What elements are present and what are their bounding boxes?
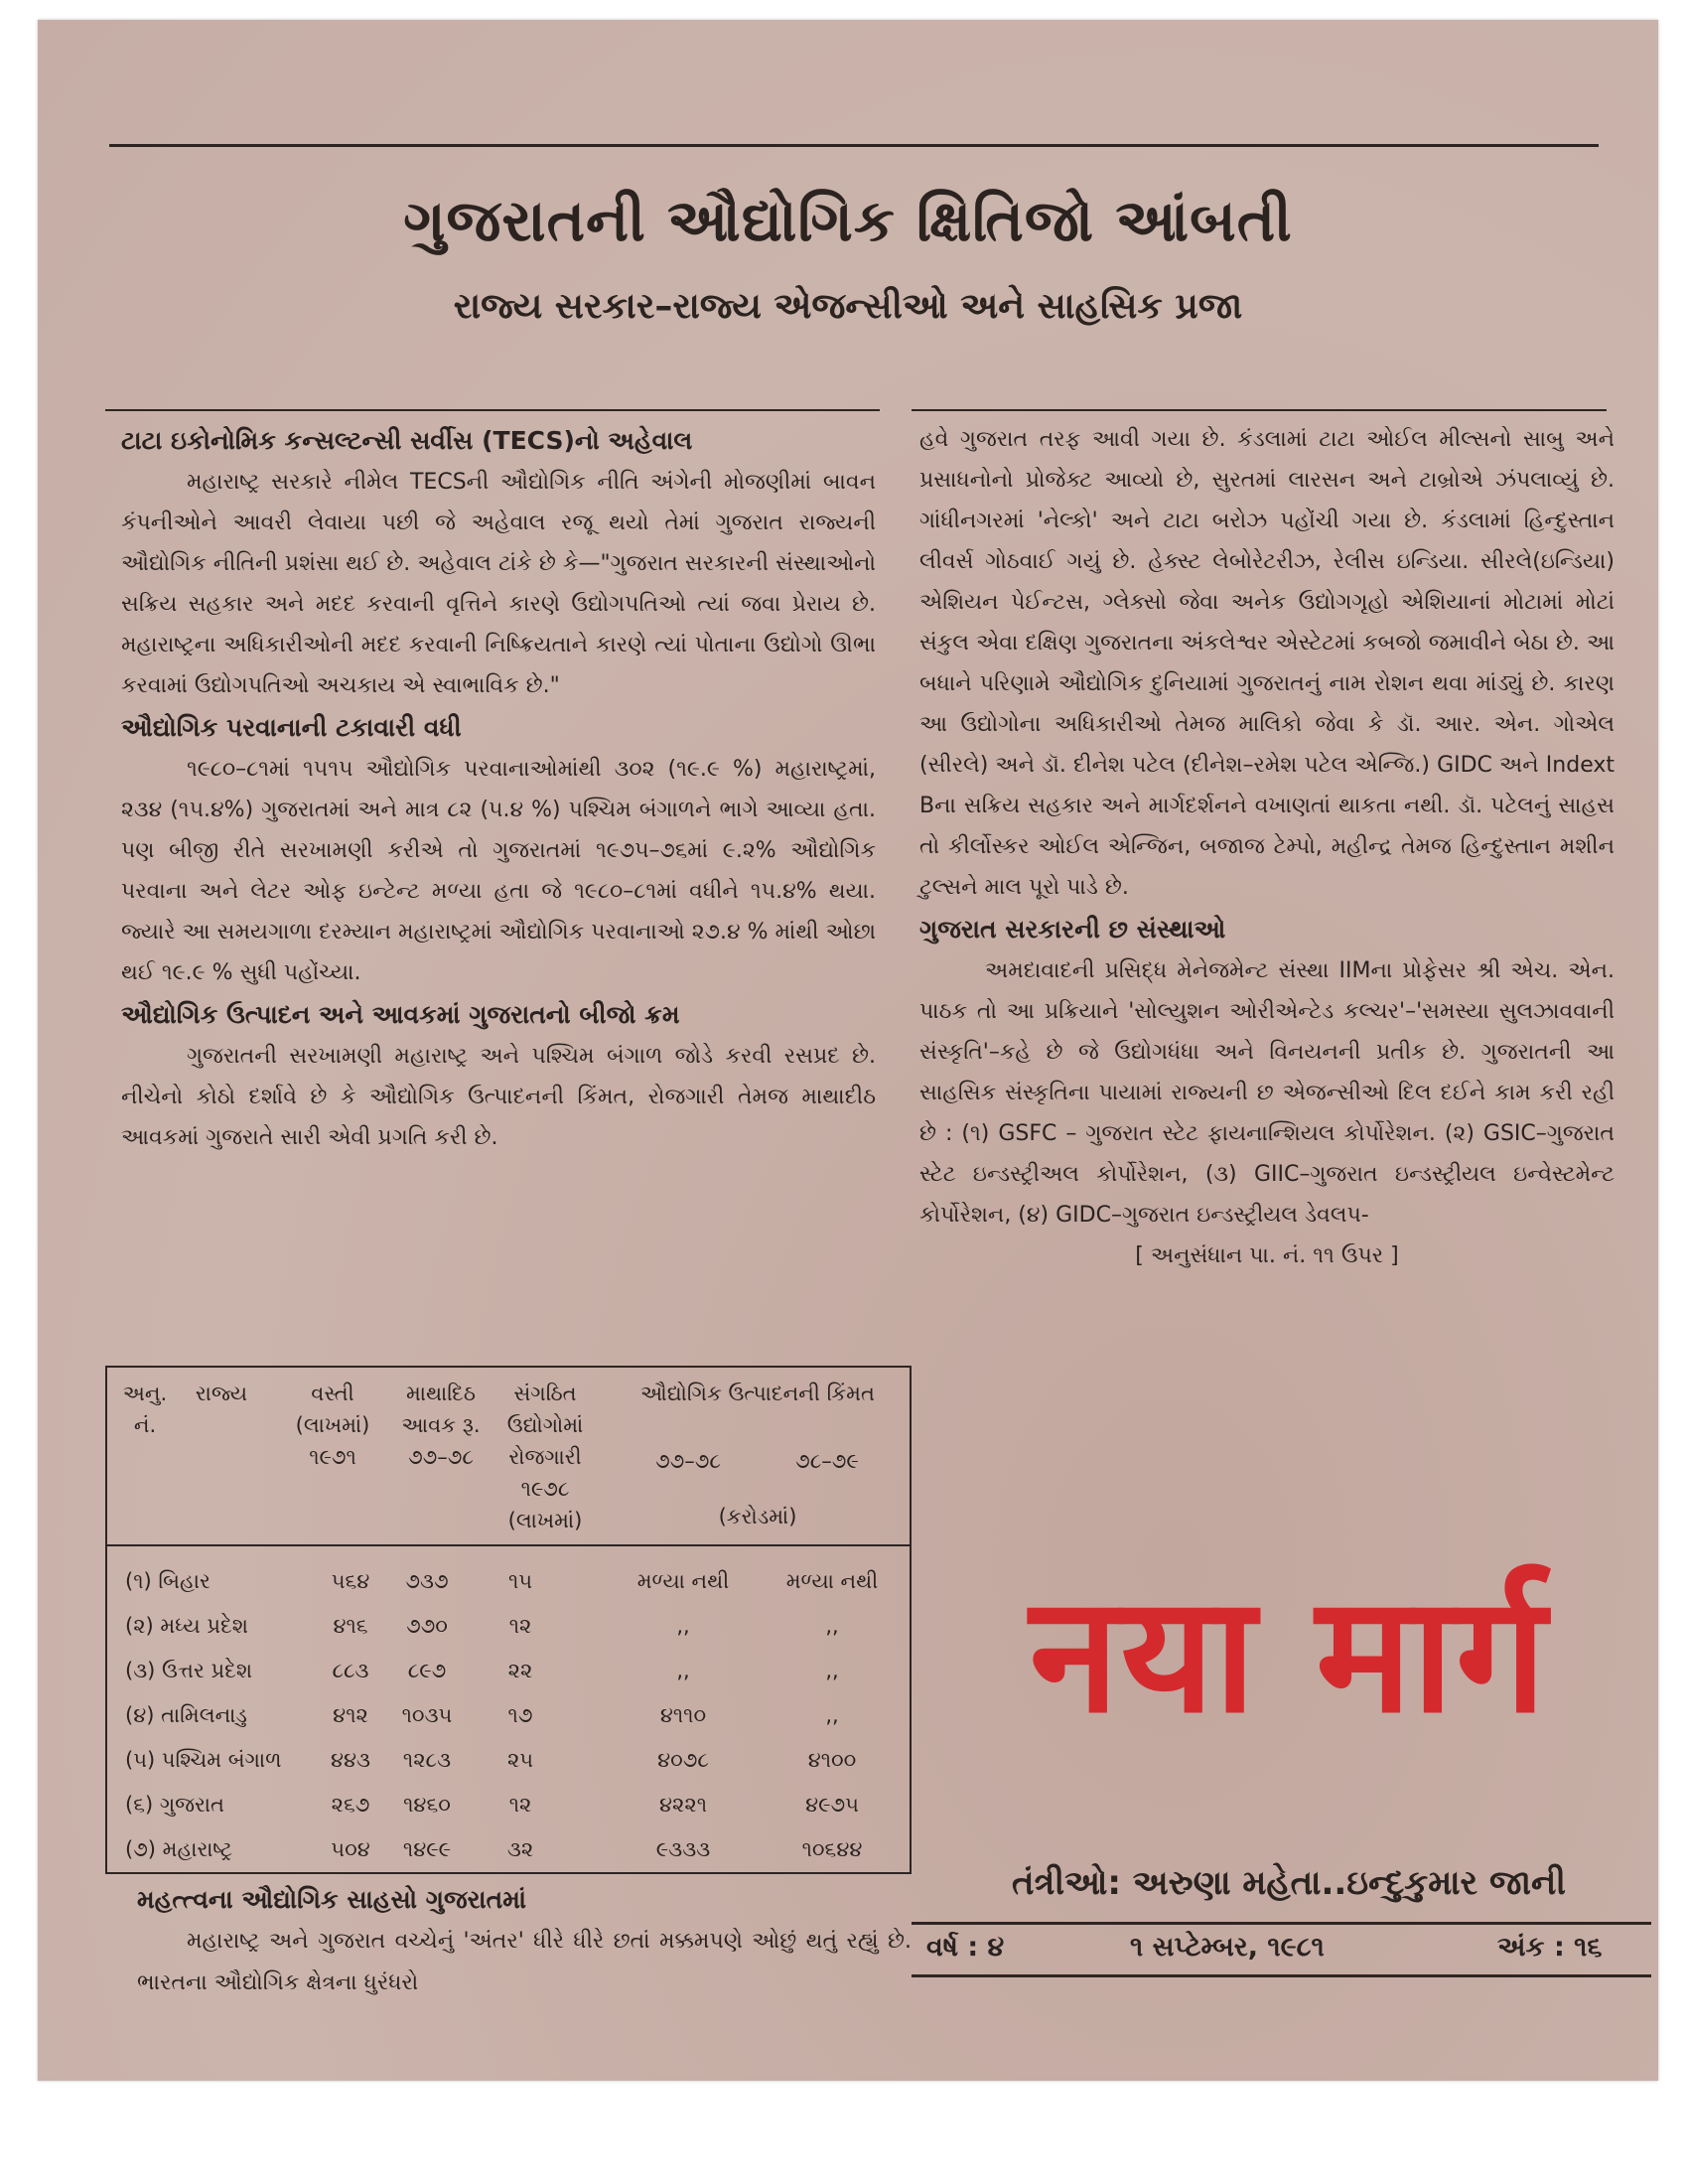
table-cell-income: ૧૨૮૩ — [402, 1748, 452, 1772]
table-cell-v2: ,, — [825, 1659, 839, 1682]
table-cell-state: (૬) ગુજરાત — [125, 1793, 224, 1817]
newspaper-page — [38, 20, 1658, 2081]
paragraph-licences: ૧૯૮૦–૮૧માં ૧૫૧૫ ઔદ્યોગિક પરવાનાઓમાંથી ૩૦૨ (૧૯.૯ %) મહારાષ્ટ્રમાં, ૨૩૪ (૧૫.૪%) ગુજરાતમાં અને માત્ર ૮૨ (૫.૪ %) પશ્ચિમ બંગાળને ભાગે આવ્યા હતા. પણ બીજી રીતે સરખામણી કરીએ તો ગુજરાતમાં ૧૯૭૫–૭૬માં ૯.૨% ઔદ્યોગિક પરવાના અને લેટર ઓફ ઇન્ટેન્ટ મળ્યા હતા જે ૧૯૮૦–૮૧માં વધીને ૧૫.૪% થયા. જ્યારે આ સમયગાળા દરમ્યાન મહારાષ્ટ્રમાં ઔદ્યોગિક પરવાનાઓ ૨૭.૪ % માંથી ઓછા થઈ ૧૯.૯ % સુધી પહોંચ્યા. — [121, 757, 876, 985]
table-cell-income: ૭૩૭ — [405, 1569, 449, 1593]
paragraph-tecs: મહારાષ્ટ્ર સરકારે નીમેલ TECSની ઔદ્યોગિક નીતિ અંગેની મોજણીમાં બાવન કંપનીઓને આવરી લેવાયા પછી જે અહેવાલ રજૂ થયો તેમાં ગુજરાત રાજ્યની ઔદ્યોગિક નીતિની પ્રશંસા થઈ છે. અહેવાલ ટાંકે છે કે—"ગુજરાત સરકારની સંસ્થાઓનો સક્રિય સહકાર અને મદદ કરવાની વૃત્તિને કારણે ઉદ્યોગપતિઓ ત્યાં જવા પ્રેરાય છે. મહારાષ્ટ્રના અધિકારીઓની મદદ કરવાની નિષ્ક્રિયતાને કારણે ત્યાં પોતાના ઉદ્યોગો ઊભા કરવામાં ઉદ્યોગપતિઓ અચકાય એ સ્વાભાવિક છે." — [121, 470, 876, 698]
table-cell-v2: ૪૯૭૫ — [805, 1793, 859, 1817]
section-heading-ventures: મહત્ત્વના ઔદ્યોગિક સાહસો ગુજરાતમાં — [137, 1885, 527, 1914]
table-row — [107, 1782, 910, 1827]
header-output-unit: (કરોડમાં) — [718, 1505, 797, 1529]
table-cell-v2: મળ્યા નથી — [785, 1569, 879, 1593]
table-cell-emp: ૨૫ — [506, 1748, 534, 1772]
left-column — [121, 419, 876, 1158]
header-state: રાજ્ય — [195, 1382, 248, 1405]
masthead-title: नया मार्ग — [1029, 1562, 1549, 1749]
table-cell-v1: ૪૦૭૮ — [657, 1748, 709, 1772]
table-cell-emp: ૨૨ — [507, 1659, 533, 1682]
table-cell-income: ૧૪૬૦ — [403, 1793, 451, 1817]
table-cell-state: (૪) તામિલનાડુ — [125, 1703, 247, 1727]
table-cell-income: ૭૭૦ — [406, 1614, 448, 1638]
left-column-rule — [105, 409, 880, 411]
bottom-left-text — [137, 1879, 912, 2004]
subheadline: રાજ્ય સરકાર–રાજ્ય એજન્સીઓ અને સાહસિક પ્રજા — [453, 286, 1243, 327]
table-header — [107, 1368, 910, 1546]
table-row — [107, 1692, 910, 1738]
table-cell-state: (૭) મહારાષ્ટ્ર — [125, 1837, 232, 1861]
table-cell-emp: ૧૫ — [507, 1569, 533, 1593]
section-heading-rank: ઔદ્યોગિક ઉત્પાદન અને આવકમાં ગુજરાતનો બીજો ક્રમ — [121, 1000, 680, 1029]
table-cell-state: (૨) મધ્ય પ્રદેશ — [125, 1614, 248, 1638]
header-serial: અનુ. નં. — [122, 1382, 168, 1437]
right-column — [919, 419, 1615, 1276]
table-cell-income: ૧૪૯૯ — [402, 1837, 452, 1861]
paragraph-agencies: અમદાવાદની પ્રસિદ્ધ મેનેજમેન્ટ સંસ્થા IIMના પ્રોફેસર શ્રી એચ. એન. પાઠક તો આ પ્રક્રિયાને 'સોલ્યુશન ઓરીએન્ટેડ કલ્ચર'–'સમસ્યા સુલઝાવવાની સંસ્કૃતિ'–કહે છે જે ઉદ્યોગધંધા અને વિનયનની પ્રતીક છે. ગુજરાતની આ સાહસિક સંસ્કૃતિના પાયામાં રાજ્યની છ એજન્સીઓ દિલ દઈને કામ કરી રહી છે : (૧) GSFC – ગુજરાત સ્ટેટ ફાયનાન્શિયલ કોર્પોરેશન. (૨) GSIC–ગુજરાત સ્ટેટ ઇન્ડસ્ટ્રીઅલ કોર્પોરેશન, (૩) GIIC–ગુજરાત ઇન્ડસ્ટ્રીયલ ઇન્વેસ્ટમેન્ટ કોર્પોરેશન, (૪) GIDC–ગુજરાત ઇન્ડસ્ટ્રીયલ ડેવલપ- — [919, 958, 1615, 1228]
table-row — [107, 1826, 910, 1872]
header-output: ઔદ્યોગિક ઉત્પાદનની કિંમત — [640, 1382, 875, 1405]
header-population: વસ્તી (લાખમાં) ૧૯૭૧ — [295, 1382, 370, 1469]
table-cell-emp: ૩૨ — [506, 1837, 534, 1861]
table-cell-emp: ૧૭ — [507, 1703, 533, 1727]
table-cell-v1: ૪૧૧૦ — [659, 1703, 707, 1727]
masthead-rule-top — [912, 1922, 1651, 1925]
table-cell-pop: ૪૧૬ — [333, 1614, 368, 1638]
table-cell-v2: ૧૦૬૪૪ — [801, 1837, 863, 1861]
table-cell-v1: ૪૨૨૧ — [659, 1793, 707, 1817]
masthead-editors: તંત્રીઓ: અરુણા મહેતા..ઇન્દુકુમાર જાની — [1011, 1863, 1567, 1903]
section-heading-six-agencies: ગુજરાત સરકારની છ સંસ્થાઓ — [919, 915, 1226, 944]
table-row — [107, 1737, 910, 1783]
table-cell-emp: ૧૨ — [508, 1614, 532, 1638]
table-cell-state: (૫) પશ્ચિમ બંગાળ — [125, 1748, 282, 1772]
table-row — [107, 1648, 910, 1693]
table-cell-v2: ૪૧૦૦ — [807, 1748, 857, 1772]
table-cell-state: (૩) ઉત્તર પ્રદેશ — [125, 1659, 253, 1682]
masthead-issue: અંક : ૧૬ — [1497, 1932, 1603, 1963]
table-cell-pop: ૨૬૭ — [331, 1793, 370, 1817]
table-cell-pop: ૮૮૩ — [332, 1659, 369, 1682]
table-row — [107, 1603, 910, 1649]
table-cell-emp: ૧૨ — [508, 1793, 532, 1817]
header-income: માથાદિઠ આવક રૂ. ૭૭–૭૮ — [401, 1382, 481, 1469]
table-cell-v1: ૯૩૩૩ — [655, 1837, 711, 1861]
masthead-rule-bottom — [912, 1974, 1651, 1977]
header-output-7879: ૭૮–૭૯ — [795, 1449, 859, 1473]
paragraph-ventures: મહારાષ્ટ્ર અને ગુજરાત વચ્ચેનું 'અંતર' ધીરે ધીરે છતાં મક્કમપણે ઓછું થતું રહ્યું છે. ભારતના ઔદ્યોગિક ક્ષેત્રના ધુરંધરો — [137, 1929, 912, 1995]
table-cell-income: ૧૦૩૫ — [401, 1703, 453, 1727]
table-cell-state: (૧) બિહાર — [125, 1569, 211, 1593]
table-row — [107, 1558, 910, 1604]
right-column-rule — [912, 409, 1607, 411]
table-cell-v1: મળ્યા નથી — [636, 1569, 730, 1593]
masthead-volume: વર્ષ : ૪ — [926, 1932, 1005, 1963]
table-cell-income: ૮૯૭ — [407, 1659, 447, 1682]
table-cell-pop: ૫૬૪ — [331, 1569, 370, 1593]
table-cell-pop: ૪૧૨ — [333, 1703, 368, 1727]
table-cell-v2: ,, — [825, 1703, 839, 1727]
paragraph-rank: ગુજરાતની સરખામણી મહારાષ્ટ્ર અને પશ્ચિમ બંગાળ જોડે કરવી રસપ્રદ છે. નીચેનો કોઠો દર્શાવે છે કે ઔદ્યોગિક ઉત્પાદનની કિંમત, રોજગારી તેમજ માથાદીઠ આવકમાં ગુજરાતે સારી એવી પ્રગતિ કરી છે. — [121, 1044, 876, 1150]
table-cell-v2: ,, — [825, 1614, 839, 1638]
section-heading-tecs: ટાટા ઇકોનોમિક કન્સલ્ટન્સી સર્વીસ (TECS)નો અહેવાલ — [121, 426, 693, 455]
header-employment: સંગઠિત ઉદ્યોગોમાં રોજગારી ૧૯૭૮ (લાખમાં) — [506, 1382, 584, 1532]
table-cell-pop: ૫૦૪ — [331, 1837, 370, 1861]
table-cell-pop: ૪૪૩ — [330, 1748, 371, 1772]
continued-note: [ અનુસંધાન પા. નં. ૧૧ ઉપર ] — [1135, 1243, 1399, 1268]
table-cell-v1: ,, — [676, 1659, 690, 1682]
top-rule — [109, 144, 1599, 147]
comparison-table — [105, 1366, 912, 1874]
paragraph-industries: હવે ગુજરાત તરફ આવી ગયા છે. કંડલામાં ટાટા ઓઈલ મીલ્સનો સાબુ અને પ્રસાધનોનો પ્રોજેક્ટ આવ્યો છે, સુરતમાં લારસન અને ટાબ્રોએ ઝંપલાવ્યું છે. ગાંધીનગરમાં 'નેલ્કો' અને ટાટા બરોઝ પહોંચી ગયા છે. કંડલામાં હિન્દુસ્તાન લીવર્સ ગોઠવાઈ ગયું છે. હેક્સ્ટ લેબોરેટરીઝ, રેલીસ ઇન્ડિયા. સીરલે(ઇન્ડિયા) એશિયન પેઈન્ટસ, ગ્લેક્સો જેવા અનેક ઉદ્યોગગૃહો એશિયાનાં મોટામાં મોટાં સંકુલ એવા દક્ષિણ ગુજરાતના અંકલેશ્વર એસ્ટેટમાં કબજો જમાવીને બેઠા છે. આ બધાને પરિણામે ઔદ્યોગિક દુનિયામાં ગુજરાતનું નામ રોશન થવા માંડ્યું છે. કારણ આ ઉદ્યોગોના અધિકારીઓ તેમજ માલિકો જેવા કે ડૉ. આર. એન. ગોએલ (સીરલે) અને ડૉ. દીનેશ પટેલ (દીનેશ–રમેશ પટેલ એન્જિ.) GIDC અને Indext Bના સક્રિય સહકાર અને માર્ગદર્શનને વખાણતાં થાકતા નથી. ડૉ. પટેલનું સાહસ તો કીર્લોસ્કર ઓઈલ એન્જિન, બજાજ ટેમ્પો, મહીન્દ્ર તેમજ હિન્દુસ્તાન મશીન ટુલ્સને માલ પૂરો પાડે છે. — [919, 427, 1615, 900]
table-cell-v1: ,, — [676, 1614, 690, 1638]
headline: ગુજરાતની ઔદ્યોગિક ક્ષિતિજો આંબતી — [403, 187, 1293, 254]
masthead-date: ૧ સપ્ટેમ્બર, ૧૯૮૧ — [1130, 1932, 1325, 1963]
header-output-7778: ૭૭–૭૮ — [655, 1449, 721, 1473]
section-heading-licences: ઔદ્યોગિક પરવાનાની ટકાવારી વધી — [121, 713, 462, 742]
